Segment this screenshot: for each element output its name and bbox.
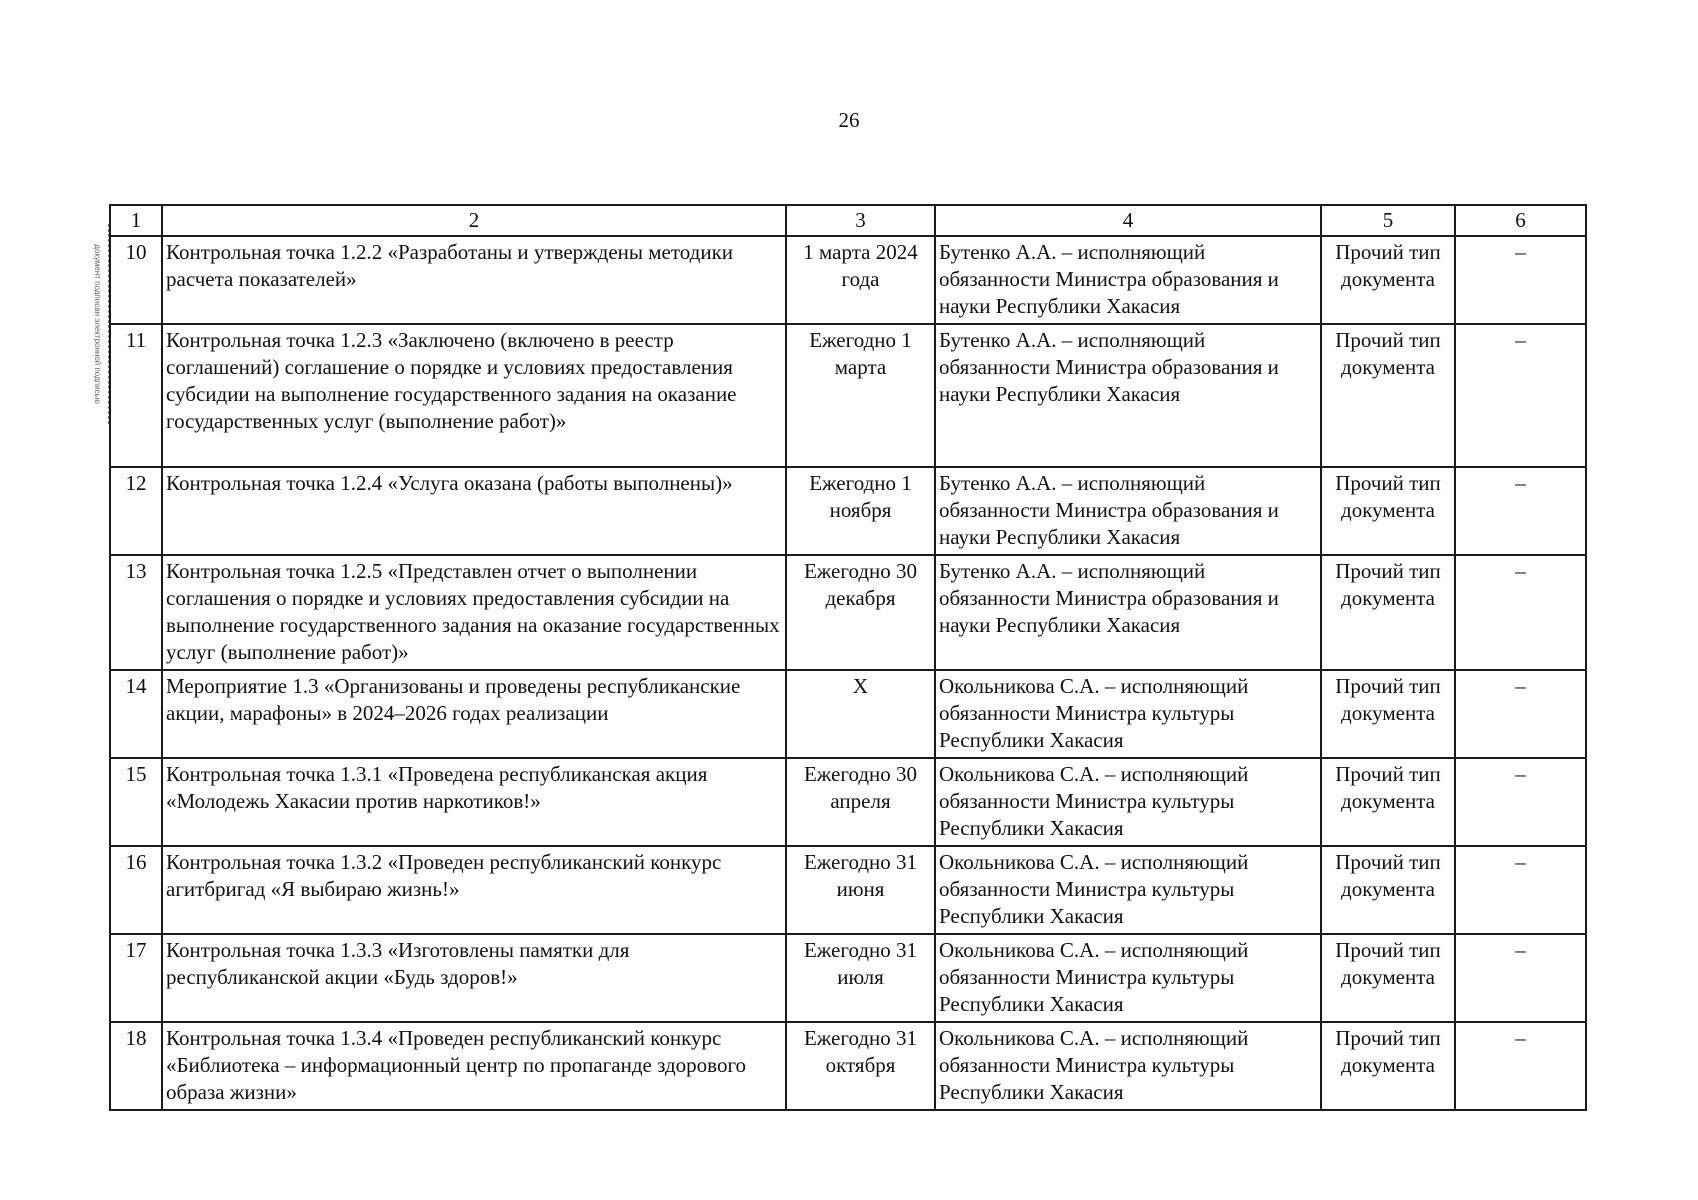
column-header-1: 1 (110, 205, 162, 236)
document-type: Прочий тип документа (1321, 934, 1455, 1022)
document-type: Прочий тип документа (1321, 324, 1455, 467)
document-type: Прочий тип документа (1321, 1022, 1455, 1110)
note: – (1455, 555, 1586, 670)
row-number: 16 (110, 846, 162, 934)
event-name: Контрольная точка 1.3.4 «Проведен республиканский конкурс «Библиотека – информационный центр по пропаганде здорового образа жизни» (162, 1022, 786, 1110)
responsible-person: Бутенко А.А. – исполняющий обязанности Министра образования и науки Республики Хакасия (935, 324, 1321, 467)
responsible-person: Окольникова С.А. – исполняющий обязанности Министра культуры Республики Хакасия (935, 846, 1321, 934)
row-number: 10 (110, 236, 162, 324)
stamp-text: документ подписан электронной подписью (93, 244, 102, 404)
row-number: 14 (110, 670, 162, 758)
event-name: Контрольная точка 1.2.4 «Услуга оказана (работы выполнены)» (162, 467, 786, 555)
document-type: Прочий тип документа (1321, 670, 1455, 758)
responsible-person: Окольникова С.А. – исполняющий обязанности Министра культуры Республики Хакасия (935, 934, 1321, 1022)
column-header-6: 6 (1455, 205, 1586, 236)
column-header-2: 2 (162, 205, 786, 236)
deadline: Х (786, 670, 935, 758)
table-row (110, 467, 1586, 555)
note: – (1455, 670, 1586, 758)
row-number: 13 (110, 555, 162, 670)
table-row (110, 324, 1586, 467)
responsible-person: Бутенко А.А. – исполняющий обязанности Министра образования и науки Республики Хакасия (935, 467, 1321, 555)
table-row (110, 670, 1586, 758)
electronic-signature-stamp (58, 224, 116, 424)
note: – (1455, 324, 1586, 467)
deadline: Ежегодно 1 ноября (786, 467, 935, 555)
note: – (1455, 467, 1586, 555)
deadline: Ежегодно 31 октября (786, 1022, 935, 1110)
deadline: Ежегодно 31 июля (786, 934, 935, 1022)
responsible-person: Окольникова С.А. – исполняющий обязанности Министра культуры Республики Хакасия (935, 1022, 1321, 1110)
event-name: Контрольная точка 1.2.2 «Разработаны и утверждены методики расчета показателей» (162, 236, 786, 324)
event-name: Контрольная точка 1.2.5 «Представлен отчет о выполнении соглашения о порядке и условиях предоставления субсидии на выполнение государственного задания на оказание государственных услуг (выполнение работ)» (162, 555, 786, 670)
responsible-person: Бутенко А.А. – исполняющий обязанности Министра образования и науки Республики Хакасия (935, 236, 1321, 324)
table-row (110, 1022, 1586, 1110)
deadline: 1 марта 2024 года (786, 236, 935, 324)
event-name: Контрольная точка 1.3.3 «Изготовлены памятки для республиканской акции «Будь здоров!» (162, 934, 786, 1022)
note: – (1455, 758, 1586, 846)
row-number: 15 (110, 758, 162, 846)
column-header-3: 3 (786, 205, 935, 236)
column-header-5: 5 (1321, 205, 1455, 236)
note: – (1455, 1022, 1586, 1110)
note: – (1455, 846, 1586, 934)
table-row (110, 934, 1586, 1022)
note: – (1455, 934, 1586, 1022)
row-number: 18 (110, 1022, 162, 1110)
responsible-person: Окольникова С.А. – исполняющий обязанности Министра культуры Республики Хакасия (935, 758, 1321, 846)
plan-table (109, 204, 1587, 1111)
event-name: Контрольная точка 1.3.2 «Проведен республиканский конкурс агитбригад «Я выбираю жизнь!» (162, 846, 786, 934)
row-number: 12 (110, 467, 162, 555)
deadline: Ежегодно 1 марта (786, 324, 935, 467)
event-name: Контрольная точка 1.3.1 «Проведена республиканская акция «Молодежь Хакасии против наркотиков!» (162, 758, 786, 846)
row-number: 11 (110, 324, 162, 467)
deadline: Ежегодно 30 апреля (786, 758, 935, 846)
document-type: Прочий тип документа (1321, 758, 1455, 846)
note: – (1455, 236, 1586, 324)
document-type: Прочий тип документа (1321, 846, 1455, 934)
responsible-person: Окольникова С.А. – исполняющий обязанности Министра культуры Республики Хакасия (935, 670, 1321, 758)
responsible-person: Бутенко А.А. – исполняющий обязанности Министра образования и науки Республики Хакасия (935, 555, 1321, 670)
table-row (110, 555, 1586, 670)
deadline: Ежегодно 30 декабря (786, 555, 935, 670)
page-number: 26 (838, 108, 860, 132)
event-name: Мероприятие 1.3 «Организованы и проведены республиканские акции, марафоны» в 2024–2026 годах реализации (162, 670, 786, 758)
deadline: Ежегодно 31 июня (786, 846, 935, 934)
table-row (110, 236, 1586, 324)
document-type: Прочий тип документа (1321, 555, 1455, 670)
row-number: 17 (110, 934, 162, 1022)
event-name: Контрольная точка 1.2.3 «Заключено (включено в реестр соглашений) соглашение о порядке и условиях предоставления субсидии на выполнение государственного задания на оказание государственных услуг (выполнение работ)» (162, 324, 786, 467)
document-type: Прочий тип документа (1321, 467, 1455, 555)
document-type: Прочий тип документа (1321, 236, 1455, 324)
table-header-row (110, 205, 1586, 236)
column-header-4: 4 (935, 205, 1321, 236)
table-row (110, 846, 1586, 934)
table-row (110, 758, 1586, 846)
